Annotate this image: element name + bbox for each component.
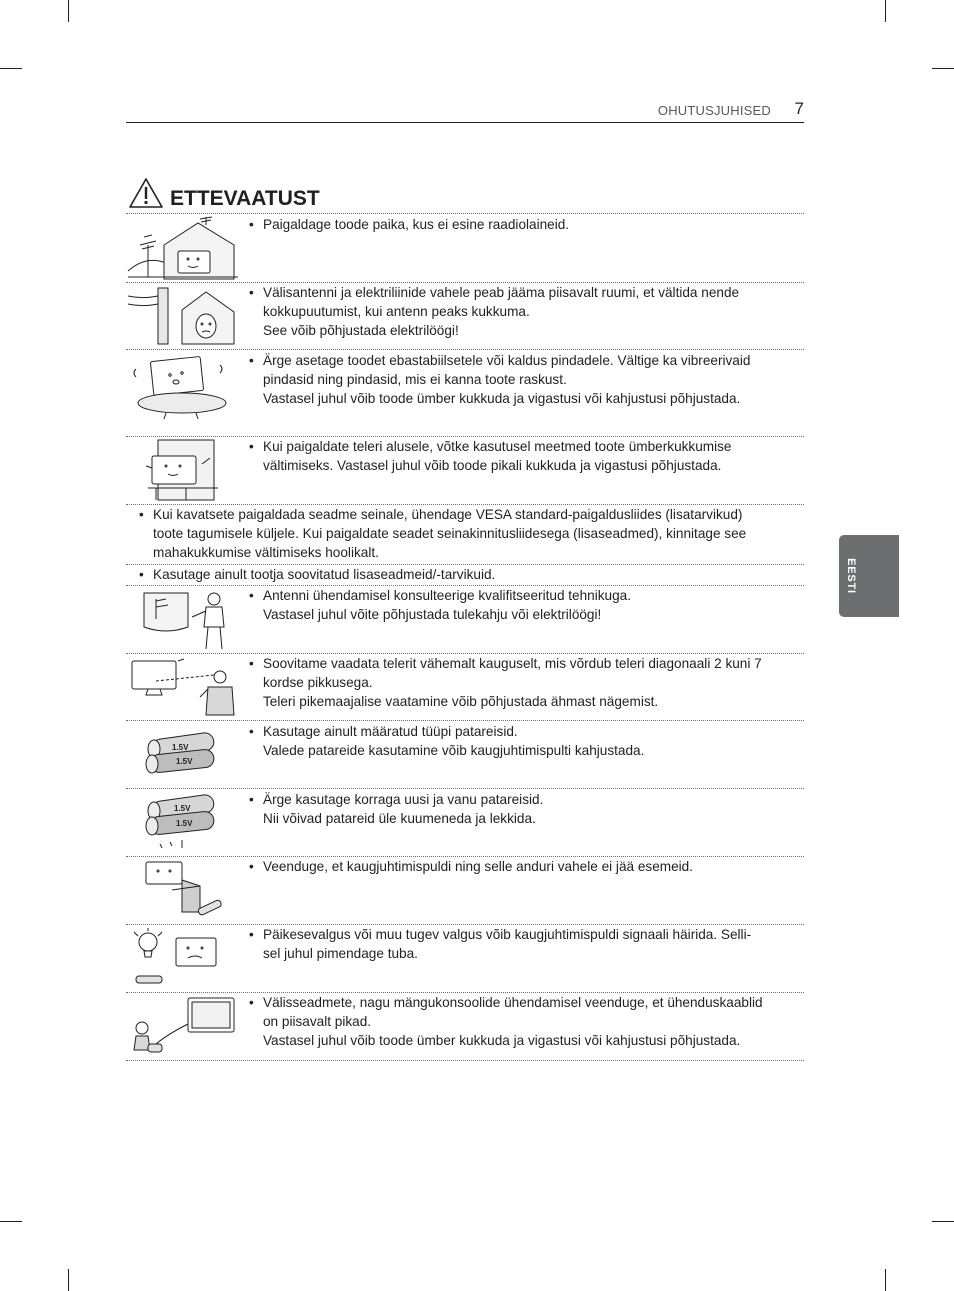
bullet-glyph: •: [249, 995, 254, 1010]
item-line: See võib põhjustada elektrilöögi!: [263, 323, 459, 338]
crop-mark: [932, 68, 954, 69]
item-line: sel juhul pimendage tuba.: [263, 946, 418, 961]
technician-antenna-illustration: [126, 587, 240, 651]
divider: [126, 349, 804, 350]
item-line: Antenni ühendamisel konsulteerige kvalifitseeritud tehnikuga.: [263, 588, 632, 603]
bullet-glyph: •: [249, 353, 254, 368]
item-line: Kasutage ainult määratud tüüpi patareisid.: [263, 724, 518, 739]
crop-mark: [68, 1269, 69, 1291]
bullet-glyph: •: [139, 567, 144, 582]
item-line: Veenduge, et kaugjuhtimispuldi ning selle anduri vahele ei jää esemeid.: [263, 859, 694, 874]
item-line: kordse pikkusega.: [263, 675, 373, 690]
item-line: on piisavalt pikad.: [263, 1014, 372, 1029]
language-tab-label: EESTI: [845, 558, 857, 594]
item-line: kokkupuutumist, kui antenn peaks kukkuma.: [263, 304, 530, 319]
item-line: Kui kavatsete paigaldada seadme seinale, ühendage VESA standard-paigaldusliides (lisatarvikud): [153, 507, 743, 522]
divider: [126, 720, 804, 721]
house-antenna-illustration: [126, 215, 240, 281]
running-header: [126, 98, 804, 123]
viewing-distance-illustration: [126, 655, 240, 719]
caution-item-stand-tipping: [249, 437, 732, 475]
caution-item-power-lines: [249, 283, 740, 340]
item-line: Teleri pikemaajalise vaatamine võib põhjustada ähmast nägemist.: [263, 694, 659, 709]
caution-item-mixed-batteries: [249, 790, 544, 828]
item-line: Vastasel juhul võib toode ümber kukkuda ja vigastusi või kahjustusi põhjustada.: [263, 1033, 741, 1048]
bullet-glyph: •: [249, 724, 254, 739]
caution-title: ETTEVAATUST: [170, 187, 320, 210]
item-line: toote tagumisele küljele. Kui paigaldate seadet seinakinnitusliidesega (lisaseadmed), kinnitage see: [153, 526, 747, 541]
language-tab[interactable]: [839, 535, 899, 617]
battery-label: 1.5V: [176, 819, 193, 828]
mixed-batteries-illustration: [126, 790, 240, 854]
bullet-glyph: •: [139, 507, 144, 522]
item-line: Kui paigaldate teleri alusele, võtke kasutusel meetmed toote ümberkukkumise: [263, 439, 732, 454]
caution-item-accessories: [139, 565, 496, 584]
divider: [126, 1060, 804, 1061]
item-line: Paigaldage toode paika, kus ei esine raadiolaineid.: [263, 217, 570, 232]
item-line: Kasutage ainult tootja soovitatud lisaseadmeid/-tarvikuid.: [153, 567, 496, 582]
battery-label: 1.5V: [176, 757, 193, 766]
crop-mark: [0, 1221, 22, 1222]
bullet-glyph: •: [249, 588, 254, 603]
bullet-glyph: •: [249, 285, 254, 300]
item-line: vältimiseks. Vastasel juhul võib toode pikali kukkuda ja vigastusi põhjustada.: [263, 458, 722, 473]
crop-mark: [885, 0, 886, 22]
item-line: mahakukkumise vältimiseks hoolikalt.: [153, 545, 379, 560]
power-line-antenna-illustration: [126, 284, 240, 348]
caution-item-battery-type: [249, 722, 645, 760]
page-number: 7: [794, 99, 804, 118]
caution-item-external-devices: [249, 993, 763, 1050]
batteries-illustration: [126, 722, 240, 786]
remote-obstruction-illustration: [126, 858, 240, 922]
caution-item-unstable-surface: [249, 351, 751, 408]
bullet-glyph: •: [249, 792, 254, 807]
item-line: Välisseadmete, nagu mängukonsoolide ühendamisel veenduge, et ühenduskaablid: [263, 995, 763, 1010]
strong-light-illustration: [126, 926, 240, 990]
item-line: Valede patareide kasutamine võib kaugjuhtimispulti kahjustada.: [263, 743, 645, 758]
battery-label: 1.5V: [174, 804, 191, 813]
caution-item-remote-obstruction: [249, 857, 694, 876]
crop-mark: [885, 1269, 886, 1291]
bullet-glyph: •: [249, 217, 254, 232]
item-line: Vastasel juhul võite põhjustada tulekahju või elektrilöögi!: [263, 607, 602, 622]
item-line: Ärge asetage toodet ebastabiilsetele või kaldus pindadele. Vältige ka vibreerivaid: [263, 353, 751, 368]
divider: [126, 788, 804, 789]
caution-item-wall-mount: [139, 505, 747, 562]
bullet-glyph: •: [249, 439, 254, 454]
item-line: pindasid ning pindasid, mis ei kanna toote raskust.: [263, 372, 567, 387]
crop-mark: [932, 1221, 954, 1222]
item-line: Välisantenni ja elektriliinide vahele peab jääma piisavalt ruumi, et vältida nende: [263, 285, 740, 300]
item-line: Vastasel juhul võib toode ümber kukkuda ja vigastusi või kahjustusi põhjustada.: [263, 391, 741, 406]
caution-item-antenna-technician: [249, 586, 632, 624]
crop-mark: [0, 68, 22, 69]
item-line: Soovitame vaadata telerit vähemalt kauguselt, mis võrdub teleri diagonaali 2 kuni 7: [263, 656, 762, 671]
game-console-cable-illustration: [126, 994, 240, 1058]
crop-mark: [68, 0, 69, 22]
caution-item-strong-light: [249, 925, 752, 963]
caution-item-radio-waves: [249, 215, 570, 234]
item-line: Nii võivad patareid üle kuumeneda ja lekkida.: [263, 811, 536, 826]
stand-anchor-illustration: [126, 438, 240, 502]
section-label: OHUTUSJUHISED: [657, 103, 771, 118]
divider: [126, 213, 804, 214]
warning-triangle-icon: [128, 177, 164, 209]
unstable-surface-illustration: [126, 351, 240, 421]
caution-item-viewing-distance: [249, 654, 762, 711]
bullet-glyph: •: [249, 656, 254, 671]
battery-label: 1.5V: [172, 743, 189, 752]
item-line: Päikesevalgus või muu tugev valgus võib kaugjuhtimispuldi signaali häirida. Selli-: [263, 927, 752, 942]
bullet-glyph: •: [249, 927, 254, 942]
bullet-glyph: •: [249, 859, 254, 874]
item-line: Ärge kasutage korraga uusi ja vanu patareisid.: [263, 792, 544, 807]
